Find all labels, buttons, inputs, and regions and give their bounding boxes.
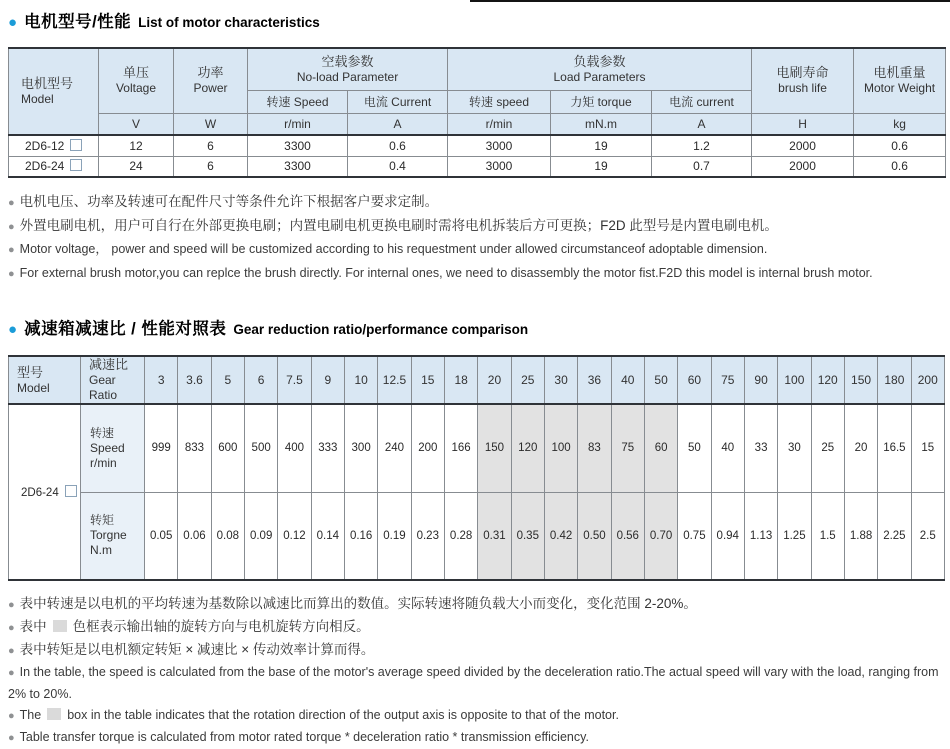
- header-noload-current: 电流 Current: [348, 90, 448, 113]
- ratio-header-cell: 6: [244, 356, 277, 404]
- motor-model-cell: [9, 156, 99, 177]
- header-noload-speed: 转速 Speed: [248, 90, 348, 113]
- torque-value-cell: 0.35: [511, 492, 544, 580]
- motor-value-cell: 3300: [248, 135, 348, 156]
- motor-value-cell: 12: [99, 135, 174, 156]
- note-line: [8, 262, 950, 286]
- gear-title-en: Gear reduction ratio/performance comparison: [233, 322, 529, 337]
- section-bullet-icon: ●: [8, 14, 18, 31]
- speed-value-cell: 600: [211, 404, 244, 492]
- speed-value-cell: 75: [611, 404, 644, 492]
- ratio-header-cell: 3: [145, 356, 178, 404]
- bullet-icon: ●: [8, 622, 15, 634]
- motor-value-cell: 19: [551, 156, 652, 177]
- torque-value-cell: 0.16: [344, 492, 377, 580]
- note-text: In the table, the speed is calculated from the base of the motor's average speed divided by the deceleration ratio.The actual speed will vary with the load, ranging from 2% to 20%.: [8, 665, 939, 701]
- speed-value-cell: 333: [311, 404, 344, 492]
- ratio-header-cell: 10: [344, 356, 377, 404]
- torque-label-unit: N.m: [90, 543, 112, 558]
- header-power: [174, 48, 248, 113]
- unit-power: W: [174, 113, 248, 135]
- torque-value-cell: 0.12: [278, 492, 311, 580]
- note-line: [8, 238, 950, 262]
- header-brush-zh: 电刷寿命: [776, 65, 829, 81]
- note-line: [8, 616, 950, 639]
- note-text: 电机电压、功率及转速可在配件尺寸等条件允许下根据客户要求定制。: [19, 194, 439, 209]
- unit-weight: kg: [854, 113, 946, 135]
- page-top-edge-artifact: [470, 0, 950, 2]
- torque-value-cell: 1.5: [811, 492, 844, 580]
- note-text: The: [19, 708, 42, 722]
- torque-value-cell: 1.13: [744, 492, 777, 580]
- torque-value-cell: 0.23: [411, 492, 444, 580]
- header-weight: [854, 48, 946, 113]
- motor-table-row: [9, 156, 946, 177]
- torque-value-cell: 0.50: [578, 492, 611, 580]
- speed-value-cell: 15: [911, 404, 944, 492]
- header-model: [9, 48, 99, 135]
- unit-load-current: A: [652, 113, 752, 135]
- gear-header-row: [9, 356, 945, 404]
- note-text: For external brush motor,you can replce the brush directly. For internal ones, we need to disassembly the motor fist.F2D this model is internal brush motor.: [19, 265, 873, 280]
- gear-header-ratio-zh: 减速比: [89, 357, 129, 372]
- header-noload-zh: 空载参数: [321, 53, 374, 69]
- torque-value-cell: 0.42: [544, 492, 577, 580]
- motor-value-cell: 0.6: [854, 156, 946, 177]
- note-line: [8, 215, 950, 239]
- ratio-header-cell: 9: [311, 356, 344, 404]
- speed-value-cell: 25: [811, 404, 844, 492]
- header-brush-en: brush life: [778, 81, 827, 96]
- torque-label-zh: 转矩: [90, 513, 115, 528]
- speed-value-cell: 30: [778, 404, 811, 492]
- bullet-icon: ●: [8, 244, 15, 256]
- model-suffix-box: [65, 485, 77, 497]
- ratio-header-cell: 180: [878, 356, 911, 404]
- model-suffix-box: [70, 159, 82, 171]
- motor-value-cell: 6: [174, 135, 248, 156]
- gear-header-model: [9, 356, 81, 404]
- gear-notes: [8, 593, 950, 749]
- ratio-header-cell: 5: [211, 356, 244, 404]
- ratio-header-cell: 30: [544, 356, 577, 404]
- speed-label-zh: 转速: [90, 425, 115, 440]
- header-load-group: [448, 48, 752, 90]
- header-noload-group: [248, 48, 448, 90]
- torque-value-cell: 0.19: [378, 492, 411, 580]
- speed-value-cell: 50: [678, 404, 711, 492]
- bullet-icon: ●: [8, 197, 15, 209]
- gear-header-model-zh: 型号: [17, 364, 44, 380]
- torque-value-cell: 0.09: [244, 492, 277, 580]
- motor-value-cell: 0.6: [348, 135, 448, 156]
- motor-value-cell: 1.2: [652, 135, 752, 156]
- note-text: 表中转速是以电机的平均转速为基数除以减速比而算出的数值。实际转速将随负载大小而变化，变化范围 2-20%。: [19, 596, 697, 611]
- speed-value-cell: 100: [544, 404, 577, 492]
- motor-value-cell: 2000: [752, 135, 854, 156]
- bullet-icon: ●: [8, 645, 15, 657]
- bullet-icon: ●: [8, 732, 15, 744]
- bullet-icon: ●: [8, 220, 15, 233]
- speed-value-cell: 40: [711, 404, 744, 492]
- ratio-header-cell: 200: [911, 356, 944, 404]
- ratio-header-cell: 50: [644, 356, 677, 404]
- torque-value-cell: 0.28: [444, 492, 477, 580]
- header-load-speed: 转速 speed: [448, 90, 551, 113]
- section-bullet-icon: ●: [8, 321, 18, 338]
- motor-notes: [8, 191, 950, 285]
- speed-value-cell: 83: [578, 404, 611, 492]
- motor-table-row: [9, 135, 946, 156]
- motor-value-cell: 0.4: [348, 156, 448, 177]
- speed-label-unit: r/min: [90, 455, 117, 470]
- speed-value-cell: 33: [744, 404, 777, 492]
- torque-value-cell: 0.31: [478, 492, 511, 580]
- header-voltage-en: Voltage: [115, 81, 157, 96]
- note-line: [8, 662, 950, 705]
- note-text: box in the table indicates that the rotation direction of the output axis is opposite to that of the motor.: [67, 708, 619, 722]
- motor-units-row: [9, 113, 946, 135]
- gear-torque-row: [9, 492, 945, 580]
- ratio-header-cell: 7.5: [278, 356, 311, 404]
- torque-label-cell: [81, 492, 145, 580]
- speed-value-cell: 150: [478, 404, 511, 492]
- motor-value-cell: 2000: [752, 156, 854, 177]
- note-text: Table transfer torque is calculated from motor rated torque * deceleration ratio * transmission efficiency.: [19, 730, 589, 744]
- header-power-en: Power: [193, 81, 228, 96]
- header-load-en: Load Parameters: [553, 69, 646, 84]
- motor-value-cell: 24: [99, 156, 174, 177]
- ratio-header-cell: 150: [844, 356, 877, 404]
- torque-value-cell: 0.56: [611, 492, 644, 580]
- speed-value-cell: 500: [244, 404, 277, 492]
- header-voltage: [99, 48, 174, 113]
- motor-model-text: 2D6-24: [25, 159, 65, 174]
- torque-value-cell: 0.05: [145, 492, 178, 580]
- motor-value-cell: 3000: [448, 135, 551, 156]
- note-line: [8, 191, 950, 215]
- header-weight-zh: 电机重量: [873, 65, 926, 81]
- motor-table-body: [9, 135, 946, 177]
- motor-characteristics-table: [8, 47, 946, 178]
- torque-value-cell: 1.25: [778, 492, 811, 580]
- gear-header-model-en: Model: [17, 380, 50, 395]
- note-text: 外置电刷电机，用户可自行在外部更换电刷；内置电刷电机更换电刷时需将电机拆装后方可更换；F2D 此型号是内置电刷电机。: [19, 217, 778, 233]
- header-noload-en: No-load Parameter: [296, 69, 399, 84]
- ratio-header-cell: 12.5: [378, 356, 411, 404]
- speed-value-cell: 20: [844, 404, 877, 492]
- header-voltage-zh: 单压: [122, 65, 149, 81]
- ratio-header-cell: 100: [778, 356, 811, 404]
- gear-title-zh: 减速箱减速比 / 性能对照表: [24, 320, 227, 338]
- motor-value-cell: 0.7: [652, 156, 752, 177]
- speed-value-cell: 166: [444, 404, 477, 492]
- bullet-icon: ●: [8, 267, 15, 280]
- ratio-header-cell: 3.6: [178, 356, 211, 404]
- torque-value-cell: 0.08: [211, 492, 244, 580]
- note-text: Motor voltage， power and speed will be customized according to his requestment under allowed circumstanceof adoptable dimension.: [19, 242, 768, 256]
- torque-value-cell: 1.88: [844, 492, 877, 580]
- gear-header-ratio-en: Gear Ratio: [89, 373, 118, 402]
- motor-model-cell: [9, 135, 99, 156]
- ratio-header-cell: 20: [478, 356, 511, 404]
- ratio-header-cell: 75: [711, 356, 744, 404]
- motor-header-row-1: [9, 48, 946, 90]
- header-load-current: 电流 current: [652, 90, 752, 113]
- torque-value-cell: 0.06: [178, 492, 211, 580]
- torque-value-cell: 0.70: [644, 492, 677, 580]
- motor-value-cell: 0.6: [854, 135, 946, 156]
- gear-model-text: 2D6-24: [21, 487, 59, 499]
- motor-value-cell: 19: [551, 135, 652, 156]
- section-title-gear: [0, 319, 950, 340]
- bullet-icon: ●: [8, 710, 15, 722]
- ratio-header-cell: 90: [744, 356, 777, 404]
- header-load-torque: 力矩 torque: [551, 90, 652, 113]
- model-suffix-box: [70, 139, 82, 151]
- header-brush-life: [752, 48, 854, 113]
- note-line: [8, 639, 950, 662]
- ratio-header-cell: 18: [444, 356, 477, 404]
- speed-label-en: Speed: [90, 440, 125, 455]
- speed-value-cell: 16.5: [878, 404, 911, 492]
- unit-noload-speed: r/min: [248, 113, 348, 135]
- note-line: [8, 593, 950, 616]
- unit-noload-current: A: [348, 113, 448, 135]
- motor-model-text: 2D6-12: [25, 138, 65, 153]
- torque-value-cell: 2.25: [878, 492, 911, 580]
- unit-load-torque: mN.m: [551, 113, 652, 135]
- ratio-header-cell: 15: [411, 356, 444, 404]
- note-text: 表中: [19, 619, 47, 634]
- speed-value-cell: 300: [344, 404, 377, 492]
- unit-load-speed: r/min: [448, 113, 551, 135]
- section-title-motor: [0, 0, 950, 33]
- ratio-header-cell: 120: [811, 356, 844, 404]
- gear-speed-row: [9, 404, 945, 492]
- unit-brush-life: H: [752, 113, 854, 135]
- speed-value-cell: 200: [411, 404, 444, 492]
- torque-value-cell: 0.14: [311, 492, 344, 580]
- speed-value-cell: 833: [178, 404, 211, 492]
- motor-title-en: List of motor characteristics: [138, 15, 320, 30]
- gear-model-cell: [9, 404, 81, 580]
- motor-value-cell: 3300: [248, 156, 348, 177]
- motor-title-zh: 电机型号/性能: [24, 13, 132, 31]
- torque-value-cell: 0.75: [678, 492, 711, 580]
- motor-value-cell: 3000: [448, 156, 551, 177]
- ratio-header-cell: 25: [511, 356, 544, 404]
- ratio-header-cell: 40: [611, 356, 644, 404]
- speed-value-cell: 240: [378, 404, 411, 492]
- bullet-icon: ●: [8, 599, 15, 611]
- note-text: 表中转矩是以电机额定转矩 × 减速比 × 传动效率计算而得。: [19, 642, 375, 657]
- header-power-zh: 功率: [197, 65, 224, 81]
- ratio-header-cell: 36: [578, 356, 611, 404]
- header-model-en: Model: [21, 92, 54, 106]
- note-line: [8, 705, 950, 727]
- torque-value-cell: 2.5: [911, 492, 944, 580]
- unit-voltage: V: [99, 113, 174, 135]
- header-model-zh: 电机型号: [21, 76, 74, 91]
- speed-label-cell: [81, 404, 145, 492]
- gray-box-swatch: [47, 708, 61, 720]
- note-text: 色框表示输出轴的旋转方向与电机旋转方向相反。: [72, 619, 370, 634]
- speed-value-cell: 120: [511, 404, 544, 492]
- bullet-icon: ●: [8, 667, 15, 679]
- header-weight-en: Motor Weight: [863, 81, 936, 96]
- speed-value-cell: 60: [644, 404, 677, 492]
- note-line: [8, 727, 950, 749]
- speed-value-cell: 999: [145, 404, 178, 492]
- gear-ratio-table: [8, 355, 945, 581]
- header-load-zh: 负载参数: [573, 53, 626, 69]
- motor-value-cell: 6: [174, 156, 248, 177]
- gear-header-ratio: [81, 356, 145, 404]
- ratio-header-cell: 60: [678, 356, 711, 404]
- speed-value-cell: 400: [278, 404, 311, 492]
- torque-label-en: Torgne: [90, 528, 127, 543]
- torque-value-cell: 0.94: [711, 492, 744, 580]
- gray-box-swatch: [53, 620, 67, 632]
